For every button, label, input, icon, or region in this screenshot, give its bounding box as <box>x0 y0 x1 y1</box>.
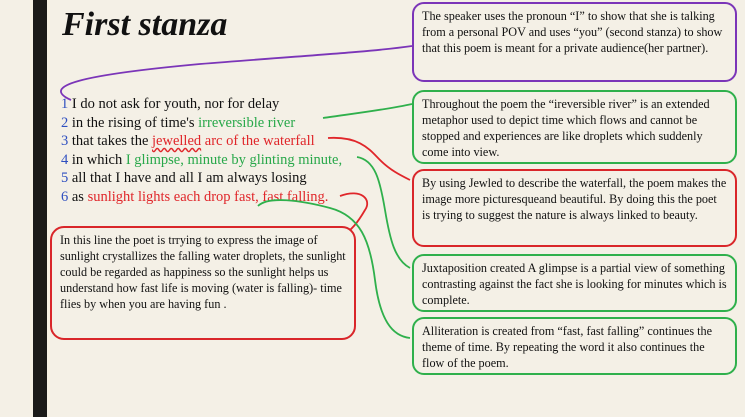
line-number: 6 <box>61 188 69 205</box>
poem-segment: arc of the waterfall <box>201 133 315 150</box>
line-number: 4 <box>61 151 69 168</box>
annotation-juxtaposition-text: Juxtaposition created A glimpse is a partial view of something contrasting against the fact she is looking for minutes which is complete. <box>422 261 727 307</box>
annotation-jewelled <box>412 169 737 247</box>
line-number: 5 <box>61 170 69 187</box>
annotation-jewelled-text: By using Jewled to describe the waterfall, the poem makes the image more picturesqueand beautiful. By doing this the poet is trying to suggest the nature is always linked to beauty. <box>422 176 727 222</box>
connector-glimpse <box>357 157 410 268</box>
connector-river <box>323 104 412 118</box>
connector-purple <box>61 46 412 100</box>
annotation-pronoun <box>412 2 737 82</box>
annotation-river-text: Throughout the poem the “ireversible river” is an extended metaphor used to depict time which flows and cannot be stopped and experiences are like droplets which suddenly come into view. <box>422 97 710 159</box>
connector-jewelled <box>328 138 410 180</box>
poem-segment: in which <box>68 151 126 168</box>
poem-segment: I do not ask for youth, nor for delay <box>68 96 280 112</box>
annotation-pronoun-text: The speaker uses the pronoun “I” to show that she is talking from a personal POV and uses “you” (second stanza) to show that this poem is meant for a private audience(her partner). <box>422 9 723 55</box>
annotation-sunlight-text: In this line the poet is trrying to express the image of sunlight crystallizes the falling water droplets, the sunlight could be regarded as happiness so the sunlight helps us understand how fast life is moving (water is falling)- time flies by when you are having fun . <box>60 233 346 311</box>
annotation-sunlight <box>50 226 356 340</box>
poem-segment: that takes the <box>68 133 153 150</box>
line-number: 3 <box>61 133 69 150</box>
annotation-river <box>412 90 737 164</box>
annotation-juxtaposition <box>412 254 737 312</box>
annotation-alliteration <box>412 317 737 375</box>
poem-segment: as <box>68 188 88 205</box>
line-number: 1 <box>61 96 69 112</box>
poem-segment: I glimpse, minute by glinting minute, <box>125 151 343 168</box>
poem-segment: all that I have and all I am always losing <box>68 170 307 187</box>
line-number: 2 <box>61 114 69 131</box>
poem-segment: irreversible river <box>198 114 296 131</box>
poem-segment: jewelled <box>152 133 202 150</box>
annotation-alliteration-text: Alliteration is created from “fast, fast falling” continues the theme of time. By repeating the word it also continues the flow of the poem. <box>422 324 713 370</box>
poem-segment: sunlight lights each drop fast, fast falling. <box>87 188 329 205</box>
poem-segment: in the rising of time's <box>68 114 199 131</box>
slide-title: First stanza <box>62 6 228 43</box>
